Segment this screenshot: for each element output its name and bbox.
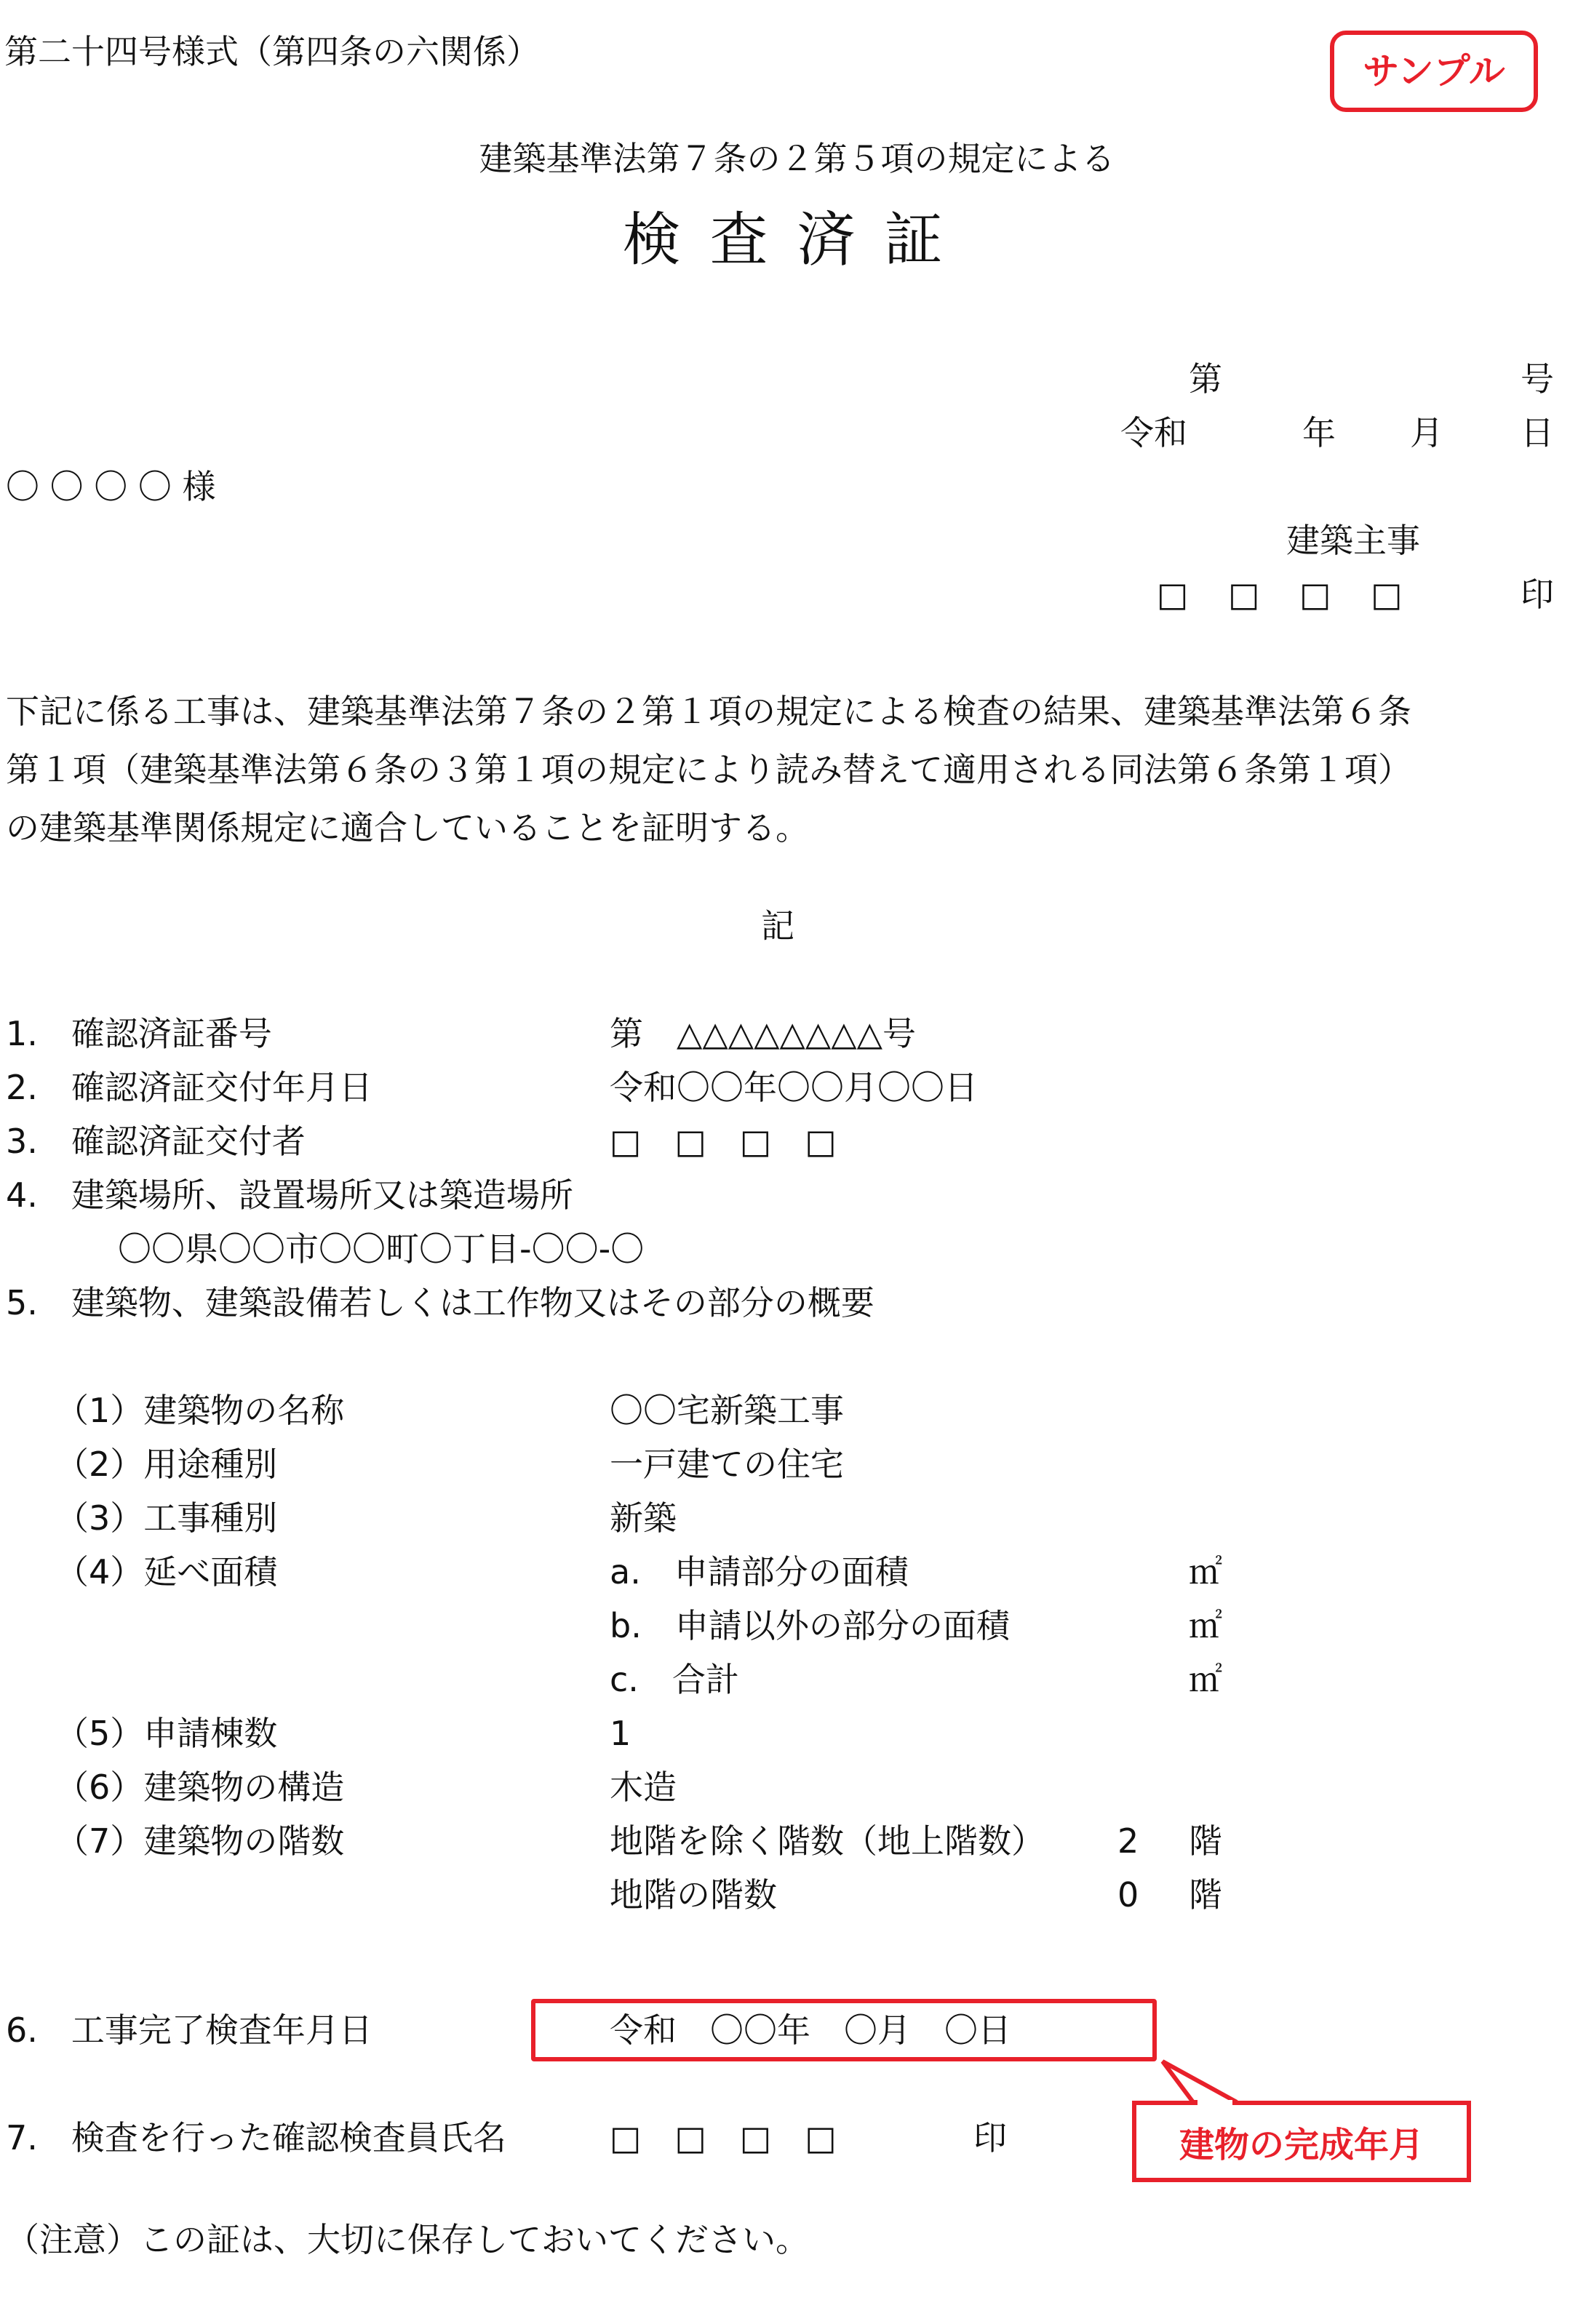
sub-1-value: 〇〇宅新築工事 — [610, 1391, 844, 1430]
issuer-title: 建築主事 — [1286, 521, 1420, 560]
area-a-label: a. 申請部分の面積 — [610, 1552, 909, 1592]
statement-line: の建築基準関係規定に適合していることを証明する。 — [6, 808, 809, 847]
item-5-label: 5. 建築物、建築設備若しくは工作物又はその部分の概要 — [6, 1283, 874, 1322]
statement-line: 第１項（建築基準法第６条の３第１項の規定により読み替えて適用される同法第６条第１項） — [6, 750, 1411, 789]
area-c-unit: ㎡ — [1189, 1660, 1222, 1699]
floors-below-label: 地階の階数 — [610, 1875, 777, 1914]
floors-below-value: 0 — [1117, 1875, 1139, 1914]
number-prefix: 第 — [1189, 359, 1222, 399]
statement-line: 下記に係る工事は、建築基準法第７条の２第１項の規定による検査の結果、建築基準法第６条 — [6, 692, 1411, 731]
area-a-unit: ㎡ — [1189, 1552, 1222, 1592]
sub-5-value: 1 — [610, 1714, 631, 1753]
number-suffix: 号 — [1521, 359, 1554, 399]
sub-1-label: （1）建築物の名称 — [55, 1391, 345, 1430]
sub-3-label: （3）工事種別 — [55, 1498, 278, 1538]
issuer-name: □ □ □ □ — [1157, 575, 1403, 614]
sub-7-label: （7）建築物の階数 — [55, 1821, 345, 1861]
floors-above-label: 地階を除く階数（地上階数） — [610, 1821, 1045, 1861]
floors-below-unit: 階 — [1189, 1875, 1222, 1914]
ki-heading: 記 — [761, 906, 794, 946]
item-7-label: 7. 検査を行った確認検査員氏名 — [6, 2118, 506, 2157]
floors-above-value: 2 — [1117, 1821, 1139, 1861]
area-b-label: b. 申請以外の部分の面積 — [610, 1606, 1010, 1645]
certificate-title: 検査済証 — [622, 206, 972, 273]
date-era: 令和 — [1120, 413, 1187, 452]
sub-6-label: （6）建築物の構造 — [55, 1768, 345, 1807]
date-month: 月 — [1410, 413, 1443, 452]
certificate-subtitle: 建築基準法第７条の２第５項の規定による — [479, 139, 1115, 178]
sub-2-value: 一戸建ての住宅 — [610, 1445, 844, 1484]
item-7-value: □ □ □ □ — [610, 2118, 837, 2157]
item-3-label: 3. 確認済証交付者 — [6, 1122, 306, 1161]
sub-2-label: （2）用途種別 — [55, 1445, 278, 1484]
sub-5-label: （5）申請棟数 — [55, 1714, 278, 1753]
date-day: 日 — [1521, 413, 1554, 452]
area-b-unit: ㎡ — [1189, 1606, 1222, 1645]
item-4-label: 4. 建築場所、設置場所又は築造場所 — [6, 1175, 573, 1215]
sub-4-label: （4）延べ面積 — [55, 1552, 278, 1592]
item-2-label: 2. 確認済証交付年月日 — [6, 1068, 372, 1107]
area-c-label: c. 合計 — [610, 1660, 739, 1699]
floors-above-unit: 階 — [1189, 1821, 1222, 1861]
item-3-value: □ □ □ □ — [610, 1122, 837, 1161]
item-2-value: 令和〇〇年〇〇月〇〇日 — [610, 1068, 978, 1107]
item-1-label: 1. 確認済証番号 — [6, 1014, 272, 1053]
item-4-value: 〇〇県〇〇市〇〇町〇丁目-〇〇-〇 — [118, 1229, 645, 1269]
issuer-seal: 印 — [1521, 575, 1554, 614]
completion-callout: 建物の完成年月 — [1132, 2101, 1471, 2182]
item-6-value: 令和 〇〇年 〇月 〇日 — [610, 2010, 1011, 2050]
sample-badge: サンプル — [1330, 31, 1538, 112]
form-number: 第二十四号様式（第四条の六関係） — [4, 32, 540, 71]
care-note: （注意）この証は、大切に保存しておいてください。 — [6, 2220, 809, 2259]
sub-3-value: 新築 — [610, 1498, 677, 1538]
addressee: 〇 〇 〇 〇 様 — [6, 467, 216, 506]
item-7-seal: 印 — [973, 2118, 1007, 2157]
item-1-value: 第 △△△△△△△△号 — [610, 1014, 917, 1053]
item-6-label: 6. 工事完了検査年月日 — [6, 2010, 372, 2050]
date-year: 年 — [1302, 413, 1336, 452]
sub-6-value: 木造 — [610, 1768, 677, 1807]
